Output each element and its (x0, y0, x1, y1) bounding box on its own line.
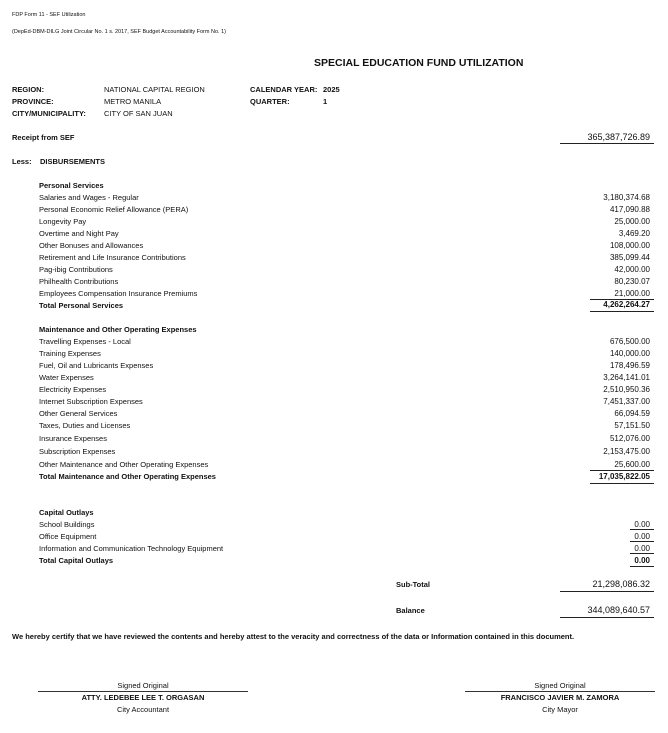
receipt-value: 365,387,726.89 (587, 132, 650, 142)
mooe-item-label: Electricity Expenses (39, 385, 107, 394)
ps-item-value: 417,090.88 (609, 205, 650, 214)
mooe-item-label: Other Maintenance and Other Operating Expenses (39, 460, 209, 469)
mooe-item-value: 2,153,475.00 (603, 447, 650, 456)
ps-item-value: 3,469.20 (618, 229, 650, 238)
mooe-item-label: Training Expenses (39, 349, 101, 358)
ps-item-value: 80,230.07 (614, 277, 650, 286)
region-label: REGION: (12, 85, 45, 94)
signatory-status: Signed Original (534, 681, 586, 690)
co-total-underline (630, 566, 654, 567)
mooe-item-value: 676,500.00 (609, 337, 650, 346)
mooe-item-value: 512,076.00 (609, 434, 650, 443)
signatory-position: City Accountant (116, 705, 170, 714)
mooe-item-label: Insurance Expenses (39, 434, 107, 443)
co-item-value: 0.00 (634, 532, 650, 541)
signatory-name: FRANCISCO JAVIER M. ZAMORA (500, 693, 620, 702)
mooe-item-value: 2,510,950.36 (603, 385, 650, 394)
mooe-heading: Maintenance and Other Operating Expenses (39, 325, 197, 334)
mooe-item-value: 25,600.00 (614, 460, 650, 469)
ps-item-value: 21,000.00 (614, 289, 650, 298)
signature-line (38, 691, 248, 692)
mooe-item-label: Water Expenses (39, 373, 94, 382)
less-prefix: Less: (12, 157, 32, 166)
mooe-item-label: Other General Services (39, 409, 118, 418)
form-id: FDP Form 11 - SEF Utilization (12, 12, 86, 18)
co-item-value: 0.00 (634, 520, 650, 529)
mooe-item-label: Taxes, Duties and Licenses (39, 421, 131, 430)
mooe-item-value: 178,496.59 (609, 361, 650, 370)
ps-item-label: Pag-ibig Contributions (39, 265, 113, 274)
ps-item-label: Employees Compensation Insurance Premiums (39, 289, 198, 298)
ps-item-label: Philhealth Contributions (39, 277, 119, 286)
ps-total-label: Total Personal Services (39, 301, 124, 310)
ps-item-value: 3,180,374.68 (603, 193, 650, 202)
ps-item-value: 42,000.00 (614, 265, 650, 274)
co-rule-3 (630, 553, 654, 554)
co-item-label: Office Equipment (39, 532, 97, 541)
mooe-item-value: 7,451,337.00 (603, 397, 650, 406)
mooe-total-rule (590, 470, 654, 471)
quarter-value: 1 (323, 97, 328, 106)
subtotal-value: 21,298,086.32 (592, 579, 650, 589)
co-item-value: 0.00 (634, 544, 650, 553)
co-rule-2 (630, 541, 654, 542)
co-heading: Capital Outlays (39, 508, 94, 517)
year-value: 2025 (323, 85, 340, 94)
quarter-label: QUARTER: (250, 97, 290, 106)
ps-item-label: Retirement and Life Insurance Contributions (39, 253, 186, 262)
ps-item-value: 385,099.44 (609, 253, 650, 262)
co-item-label: School Buildings (39, 520, 95, 529)
balance-value: 344,089,640.57 (587, 605, 650, 615)
subtotal-label: Sub-Total (396, 580, 431, 589)
mooe-item-value: 140,000.00 (609, 349, 650, 358)
mooe-total-underline (590, 483, 654, 484)
year-label: CALENDAR YEAR: (250, 85, 318, 94)
signatory-position: City Mayor (542, 705, 578, 714)
ps-total-value: 4,262,264.27 (603, 300, 650, 309)
mooe-item-label: Internet Subscription Expenses (39, 397, 143, 406)
city-value: CITY OF SAN JUAN (104, 109, 173, 118)
receipt-label: Receipt from SEF (12, 133, 75, 142)
region-value: NATIONAL CAPITAL REGION (104, 85, 205, 94)
ps-item-value: 25,000.00 (614, 217, 650, 226)
mooe-item-label: Travelling Expenses - Local (39, 337, 131, 346)
mooe-item-label: Fuel, Oil and Lubricants Expenses (39, 361, 154, 370)
form-reference: (DepEd-DBM-DILG Joint Circular No. 1 s. 2017, SEF Budget Accountability Form No. 1) (12, 29, 226, 35)
province-label: PROVINCE: (12, 97, 54, 106)
ps-item-label: Other Bonuses and Allowances (39, 241, 144, 250)
receipt-underline (560, 143, 654, 144)
ps-heading: Personal Services (39, 181, 104, 190)
mooe-item-value: 57,151.50 (614, 421, 650, 430)
province-value: METRO MANILA (104, 97, 162, 106)
co-total-value: 0.00 (634, 556, 650, 565)
signatory-name: ATTY. LEDEBEE LEE T. ORGASAN (81, 693, 205, 702)
signature-line (465, 691, 655, 692)
co-rule-1 (630, 529, 654, 530)
co-total-label: Total Capital Outlays (39, 556, 114, 565)
page-title: SPECIAL EDUCATION FUND UTILIZATION (314, 57, 524, 69)
subtotal-underline (560, 591, 654, 592)
ps-item-label: Longevity Pay (39, 217, 87, 226)
certification-text: We hereby certify that we have reviewed the contents and hereby attest to the veracity and correctness of the data or Information contained in this document. (12, 632, 575, 641)
ps-total-underline (590, 311, 654, 312)
mooe-item-value: 66,094.59 (614, 409, 650, 418)
mooe-item-label: Subscription Expenses (39, 447, 116, 456)
signatory-status: Signed Original (117, 681, 169, 690)
disbursements-label: DISBURSEMENTS (40, 157, 106, 166)
city-label: CITY/MUNICIPALITY: (12, 109, 86, 118)
mooe-total-label: Total Maintenance and Other Operating Expenses (39, 472, 216, 481)
ps-item-label: Overtime and Night Pay (39, 229, 119, 238)
ps-item-label: Personal Economic Relief Allowance (PERA) (39, 205, 189, 214)
ps-item-value: 108,000.00 (609, 241, 650, 250)
mooe-item-value: 3,264,141.01 (603, 373, 650, 382)
ps-item-label: Salaries and Wages - Regular (39, 193, 139, 202)
balance-underline (560, 617, 654, 618)
mooe-total-value: 17,035,822.05 (598, 472, 650, 481)
balance-label: Balance (396, 606, 425, 615)
co-item-label: Information and Communication Technology Equipment (39, 544, 224, 553)
